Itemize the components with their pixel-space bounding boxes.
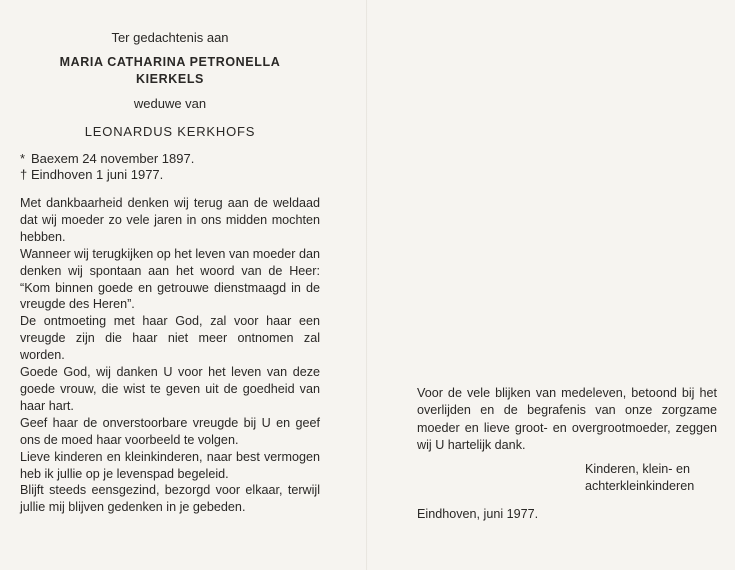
card-fold bbox=[366, 0, 368, 570]
paragraph: Lieve kinderen en kleinkinderen, naar best vermogen heb ik jullie op je levenspad begeleid. bbox=[20, 449, 320, 481]
right-panel bbox=[417, 385, 717, 521]
signature-line-2: achterkleinkinderen bbox=[585, 479, 695, 494]
life-dates bbox=[20, 151, 320, 183]
memorial-text bbox=[20, 195, 320, 516]
left-panel bbox=[20, 30, 320, 516]
intro-text: Ter gedachtenis aan bbox=[111, 30, 229, 45]
birth-text: Baexem 24 november 1897. bbox=[31, 151, 195, 166]
death-text: Eindhoven 1 juni 1977. bbox=[31, 167, 164, 182]
deceased-name bbox=[20, 54, 320, 88]
thanks-text: Voor de vele blijken van medeleven, betoond bij het overlijden en de begrafenis van onze zorgzame moeder en lieve groot- en overgrootmoeder, zeggen wij U hartelijk dank. bbox=[417, 386, 717, 453]
deceased-name-line-1: MARIA CATHARINA PETRONELLA bbox=[59, 55, 281, 69]
deceased-name-line-2: KIERKELS bbox=[135, 72, 204, 86]
paragraph: De ontmoeting met haar God, zal voor haar een vreugde zijn die haar niet meer ontnomen zal worden. bbox=[20, 314, 320, 363]
death-line bbox=[20, 167, 320, 183]
paragraph: Blijft steeds eensgezind, bezorgd voor elkaar, terwijl jullie mij blijven gedenken in je gebeden. bbox=[20, 483, 320, 515]
paragraph: Goede God, wij danken U voor het leven van deze goede vrouw, die wist te geven uit de goedheid van haar hart. bbox=[20, 365, 320, 413]
husband-name: LEONARDUS KERKHOFS bbox=[84, 124, 256, 139]
place-date: Eindhoven, juni 1977. bbox=[417, 507, 539, 522]
paragraph: Met dankbaarheid denken wij terug aan de weldaad dat wij moeder zo vele jaren in ons midden mochten hebben. bbox=[20, 196, 320, 244]
signature-line-1: Kinderen, klein- en bbox=[585, 461, 691, 476]
paragraph: Wanneer wij terugkijken op het leven van moeder dan denken wij spontaan aan het woord van de Heer: “Kom binnen goede en getrouwe dienstmaagd in de vreugde des Heren”. bbox=[20, 246, 320, 312]
birth-symbol: * bbox=[20, 151, 26, 166]
signature bbox=[585, 461, 717, 496]
cross-icon: † bbox=[20, 167, 28, 182]
birth-line bbox=[20, 151, 320, 167]
relation-text: weduwe van bbox=[133, 96, 207, 111]
paragraph: Geef haar de onverstoorbare vreugde bij U en geef ons de moed haar voorbeeld te volgen. bbox=[20, 415, 320, 447]
